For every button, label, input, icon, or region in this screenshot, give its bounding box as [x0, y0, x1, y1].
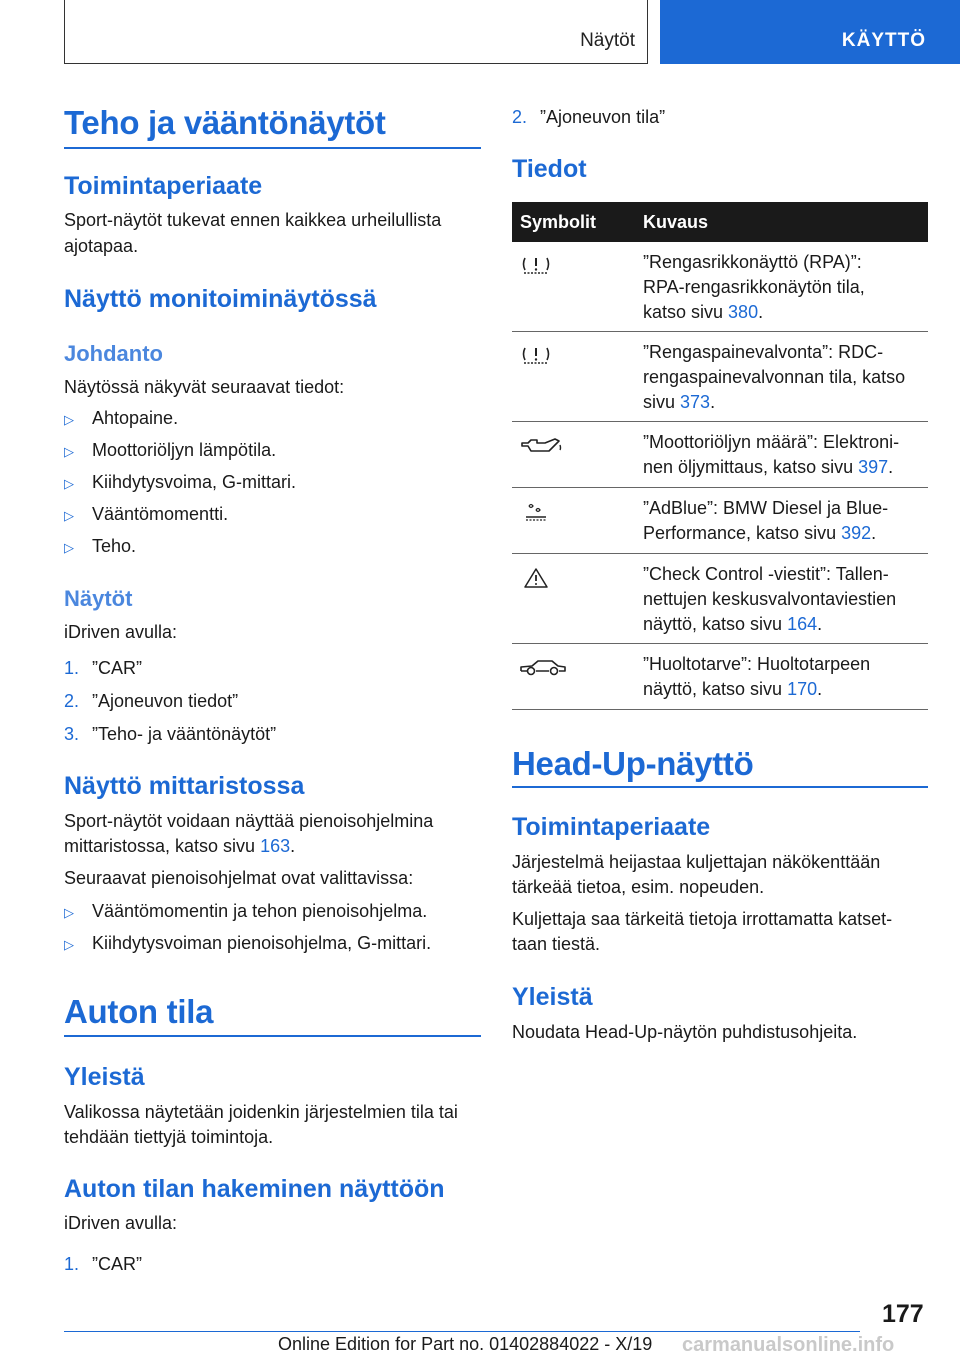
warning-triangle-icon [518, 566, 554, 590]
list-item: ▷ Ahtopaine. [64, 406, 178, 432]
symbols-table [512, 202, 928, 710]
triangle-bullet-icon: ▷ [64, 412, 74, 427]
row-description: ”Huoltotarve”: Huoltotarpeen näyttö, katso sivu 170. [643, 654, 871, 699]
subheading-principle-hud: Toimintaperiaate [512, 813, 711, 841]
adblue-icon [518, 500, 554, 524]
heading-head-up-display: Head-Up-näyttö [512, 745, 754, 782]
subheading-multifunction: Näyttö monitoiminäytössä [64, 285, 377, 313]
page-number: 177 [882, 1300, 924, 1328]
paragraph-hud-line3: Kuljettaja saa tärkeitä tietoja irrottamatta katset- [512, 909, 893, 929]
paragraph-hud-line2: tärkeää tietoa, esim. nopeuden. [512, 877, 765, 897]
header-chapter-tab [660, 0, 960, 64]
page-link[interactable]: 164 [787, 614, 818, 634]
triangle-bullet-icon: ▷ [64, 508, 74, 523]
list-item: ▷ Teho. [64, 534, 136, 560]
triangle-bullet-icon: ▷ [64, 540, 74, 555]
subheading-fetch-status: Auton tilan hakeminen näyttöön [64, 1175, 445, 1203]
triangle-bullet-icon: ▷ [64, 476, 74, 491]
triangle-bullet-icon: ▷ [64, 937, 74, 952]
header-chapter-label: KÄYTTÖ [841, 30, 926, 51]
subheading-general: Yleistä [64, 1063, 145, 1091]
page-link[interactable]: 170 [787, 679, 818, 699]
row-description: ”Rengasrikkonäyttö (RPA)”: RPA-rengasrikkonäytön tila, katso sivu 380. [643, 252, 865, 322]
subheading-general-hud: Yleistä [512, 983, 593, 1011]
table-row [512, 422, 928, 488]
row-description: ”Rengaspainevalvonta”: RDC- rengaspainevalvonnan tila, katso sivu 373. [643, 342, 906, 412]
list-item: ▷ Moottoriöljyn lämpötila. [64, 438, 276, 464]
step-item: 1. ”CAR” [64, 658, 142, 678]
paragraph-intro: Näytössä näkyvät seuraavat tiedot: [64, 377, 345, 397]
step-item: 3. ”Teho- ja vääntönäytöt” [64, 724, 277, 744]
subheading-instrument-cluster: Näyttö mittaristossa [64, 772, 305, 800]
tire-warning-icon [518, 344, 554, 368]
footer-edition: Online Edition for Part no. 01402884022 - X/19 [278, 1334, 653, 1354]
paragraph-principle-line2: ajotapaa. [64, 236, 139, 256]
header-section-label: Näytöt [580, 30, 635, 51]
header-section-box [64, 0, 648, 64]
subheading-displays: Näytöt [64, 586, 133, 611]
page-link[interactable]: 373 [680, 392, 711, 412]
paragraph-cleaning: Noudata Head-Up-näytön puhdistusohjeita. [512, 1022, 858, 1042]
step-item: 1. ”CAR” [64, 1254, 142, 1274]
paragraph-general-line2: tehdään tiettyjä toimintoja. [64, 1127, 274, 1147]
heading-rule [64, 147, 481, 149]
subheading-data: Tiedot [512, 155, 587, 183]
paragraph-idrive: iDriven avulla: [64, 622, 178, 642]
list-item: ▷ Vääntömomentti. [64, 502, 228, 528]
page-link[interactable]: 380 [728, 302, 759, 322]
table-row [512, 242, 928, 332]
table-row [512, 488, 928, 554]
subheading-intro: Johdanto [64, 341, 163, 366]
paragraph-principle-line1: Sport-näytöt tukevat ennen kaikkea urheilullista [64, 210, 442, 230]
paragraph-widgets: Seuraavat pienoisohjelmat ovat valittavissa: [64, 868, 414, 888]
paragraph-hud-line4: taan tiestä. [512, 934, 601, 954]
table-row [512, 554, 928, 644]
paragraph-cluster-line2: mittaristossa, katso sivu 163. [64, 836, 296, 856]
oil-can-icon [518, 434, 564, 458]
column-header-symbols: Symbolit [520, 212, 597, 232]
triangle-bullet-icon: ▷ [64, 905, 74, 920]
heading-power-torque: Teho ja vääntönäytöt [64, 104, 386, 141]
subheading-principle: Toimintaperiaate [64, 172, 263, 200]
table-row [512, 332, 928, 422]
list-item: ▷ Kiihdytysvoima, G-mittari. [64, 470, 296, 496]
heading-rule [512, 786, 928, 788]
paragraph-cluster-line1: Sport-näytöt voidaan näyttää pienoisohjelmina [64, 811, 434, 831]
service-car-icon [518, 656, 568, 680]
list-item: ▷ Kiihdytysvoiman pienoisohjelma, G-mittari. [64, 931, 431, 957]
row-description: ”Moottoriöljyn määrä”: Elektroni- nen öljymittaus, katso sivu 397. [643, 432, 900, 477]
step-item: 2. ”Ajoneuvon tiedot” [64, 691, 239, 711]
step-item: 2. ”Ajoneuvon tila” [512, 107, 666, 127]
row-description: ”AdBlue”: BMW Diesel ja Blue- Performance, katso sivu 392. [643, 498, 889, 543]
table-row [512, 644, 928, 710]
page-link[interactable]: 163 [260, 836, 291, 856]
heading-vehicle-status: Auton tila [64, 993, 214, 1030]
tire-warning-icon [518, 254, 554, 278]
row-description: ”Check Control -viestit”: Tallen- nettujen keskusvalvontaviestien näyttö, katso sivu 164. [643, 564, 897, 634]
paragraph-general-line1: Valikossa näytetään joidenkin järjestelmien tila tai [64, 1102, 458, 1122]
page-link[interactable]: 397 [858, 457, 889, 477]
table-header [512, 202, 928, 242]
paragraph-hud-line1: Järjestelmä heijastaa kuljettajan näkökenttään [512, 852, 881, 872]
paragraph-idrive2: iDriven avulla: [64, 1213, 178, 1233]
triangle-bullet-icon: ▷ [64, 444, 74, 459]
heading-rule [64, 1035, 481, 1037]
watermark: carmanualsonline.info [682, 1334, 895, 1356]
page-link[interactable]: 392 [841, 523, 872, 543]
footer-rule [64, 1331, 860, 1332]
list-item: ▷ Vääntömomentin ja tehon pienoisohjelma. [64, 899, 427, 925]
column-header-description: Kuvaus [643, 212, 709, 232]
